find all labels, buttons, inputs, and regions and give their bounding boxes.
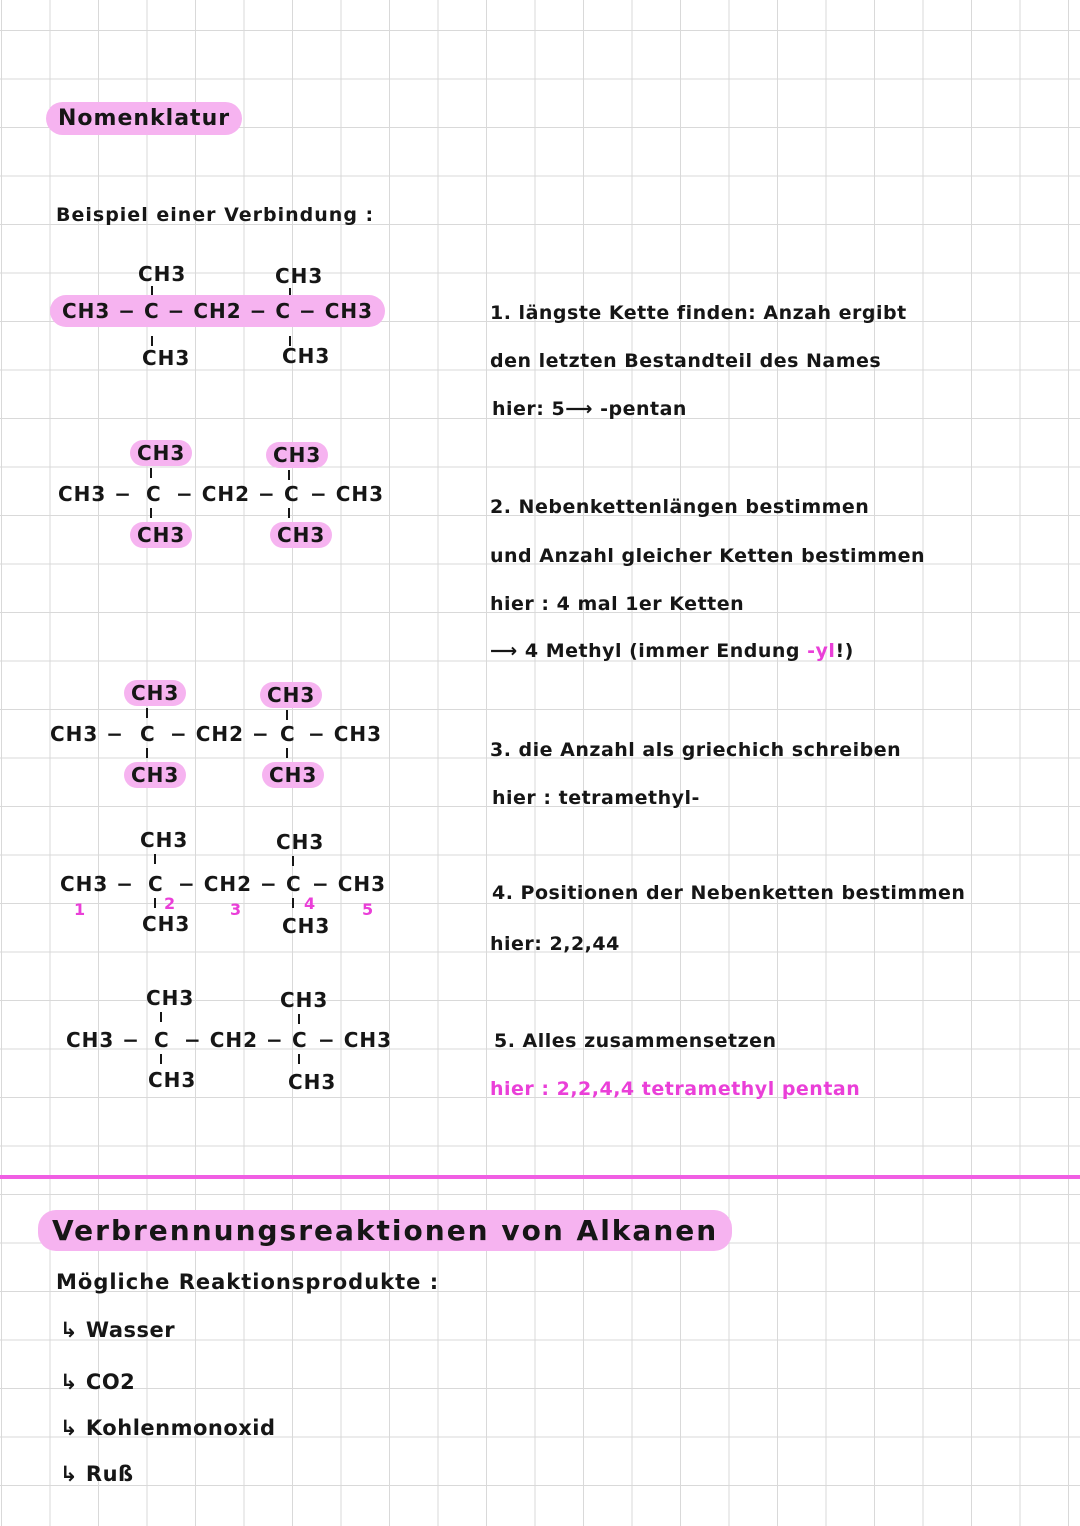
intro-text: Beispiel einer Verbindung : — [56, 204, 375, 226]
ch3-bottom-left: CH3 — [130, 522, 192, 548]
step-2-line-4-pink: -yl — [807, 640, 836, 662]
position-number-2: 2 — [164, 894, 177, 913]
chain-right-end: − CH3 — [310, 482, 385, 506]
ch3-top-left: CH3 — [138, 262, 187, 286]
molecule-4 — [60, 828, 440, 948]
chain-left-end: CH3 − — [66, 1028, 141, 1052]
product-carbon-monoxide: ↳ Kohlenmonoxid — [60, 1416, 276, 1440]
ch3-bottom-right: CH3 — [282, 914, 331, 938]
product-co2: ↳ CO2 — [60, 1370, 136, 1394]
step-4-line-1: 4. Positionen der Nebenketten bestimmen — [492, 882, 966, 904]
chain-right-end: − CH3 — [312, 872, 387, 896]
ch3-top-right: CH3 — [276, 830, 325, 854]
section-title-verbrennung: Verbrennungsreaktionen von Alkanen — [38, 1210, 732, 1251]
ch3-bottom-left: CH3 — [142, 346, 191, 370]
step-3-line-2: hier : tetramethyl- — [492, 787, 700, 809]
chain-middle: − CH2 − — [170, 722, 270, 746]
chain-c-right: C — [280, 722, 296, 746]
chain-c-left: C — [154, 1028, 170, 1052]
chain-left-end: CH3 − — [60, 872, 135, 896]
ch3-top-left: CH3 — [130, 440, 192, 466]
position-number-4: 4 — [304, 894, 317, 913]
section-2-subtitle: Mögliche Reaktionsprodukte : — [56, 1270, 440, 1294]
product-water: ↳ Wasser — [60, 1318, 176, 1342]
ch3-bottom-left: CH3 — [142, 912, 191, 936]
chain-middle: − CH2 − — [184, 1028, 284, 1052]
chain-c-right: C — [292, 1028, 308, 1052]
step-2-line-3: hier : 4 mal 1er Ketten — [490, 593, 745, 615]
ch3-bottom-right: CH3 — [262, 762, 324, 788]
ch3-top-right: CH3 — [280, 988, 329, 1012]
chain-left-end: CH3 − — [50, 722, 125, 746]
chain-c-right: C — [286, 872, 302, 896]
molecule-3 — [50, 678, 430, 798]
position-number-1: 1 — [74, 900, 87, 919]
step-5-line-1: 5. Alles zusammensetzen — [494, 1030, 777, 1052]
step-1-line-3: hier: 5⟶ -pentan — [492, 398, 687, 420]
ch3-bottom-right: CH3 — [270, 522, 332, 548]
ch3-top-right: CH3 — [275, 264, 324, 288]
section-title-nomenklatur: Nomenklatur — [46, 102, 242, 135]
chain-c-left: C — [148, 872, 164, 896]
ch3-top-left: CH3 — [146, 986, 195, 1010]
step-3-line-1: 3. die Anzahl als griechich schreiben — [490, 739, 902, 761]
step-1-line-1: 1. längste Kette finden: Anzah ergibt — [490, 302, 907, 324]
step-5-line-2: hier : 2,2,4,4 tetramethyl pentan — [490, 1078, 861, 1100]
step-1-line-2: den letzten Bestandteil des Names — [490, 350, 882, 372]
ch3-bottom-right: CH3 — [288, 1070, 337, 1094]
ch3-bottom-right: CH3 — [282, 344, 331, 368]
product-soot: ↳ Ruß — [60, 1462, 134, 1486]
step-2-line-4 — [490, 640, 854, 662]
chain-c-left: C — [140, 722, 156, 746]
step-4-line-2: hier: 2,2,44 — [490, 933, 620, 955]
step-2-line-4-prefix: ⟶ 4 Methyl (immer Endung — [490, 640, 808, 662]
molecule-1 — [50, 262, 430, 382]
position-number-3: 3 — [230, 900, 243, 919]
chain-c-left: C — [146, 482, 162, 506]
ch3-top-left: CH3 — [140, 828, 189, 852]
chain-middle: − CH2 − — [176, 482, 276, 506]
step-2-line-1: 2. Nebenkettenlängen bestimmen — [490, 496, 870, 518]
ch3-top-left: CH3 — [124, 680, 186, 706]
ch3-bottom-left: CH3 — [148, 1068, 197, 1092]
position-number-5: 5 — [362, 900, 375, 919]
molecule-2 — [58, 438, 438, 558]
chain-right-end: − CH3 — [308, 722, 383, 746]
step-2-line-2: und Anzahl gleicher Ketten bestimmen — [490, 545, 926, 567]
step-2-line-4-suffix: !) — [835, 640, 854, 662]
ch3-top-right: CH3 — [260, 682, 322, 708]
molecule-5 — [66, 986, 446, 1106]
ch3-top-right: CH3 — [266, 442, 328, 468]
chain-right-end: − CH3 — [318, 1028, 393, 1052]
chain-left-end: CH3 − — [58, 482, 133, 506]
main-chain-highlight: CH3 − C − CH2 − C − CH3 — [50, 295, 385, 327]
chain-middle: − CH2 − — [178, 872, 278, 896]
ch3-bottom-left: CH3 — [124, 762, 186, 788]
section-divider — [0, 1175, 1080, 1179]
chain-c-right: C — [284, 482, 300, 506]
